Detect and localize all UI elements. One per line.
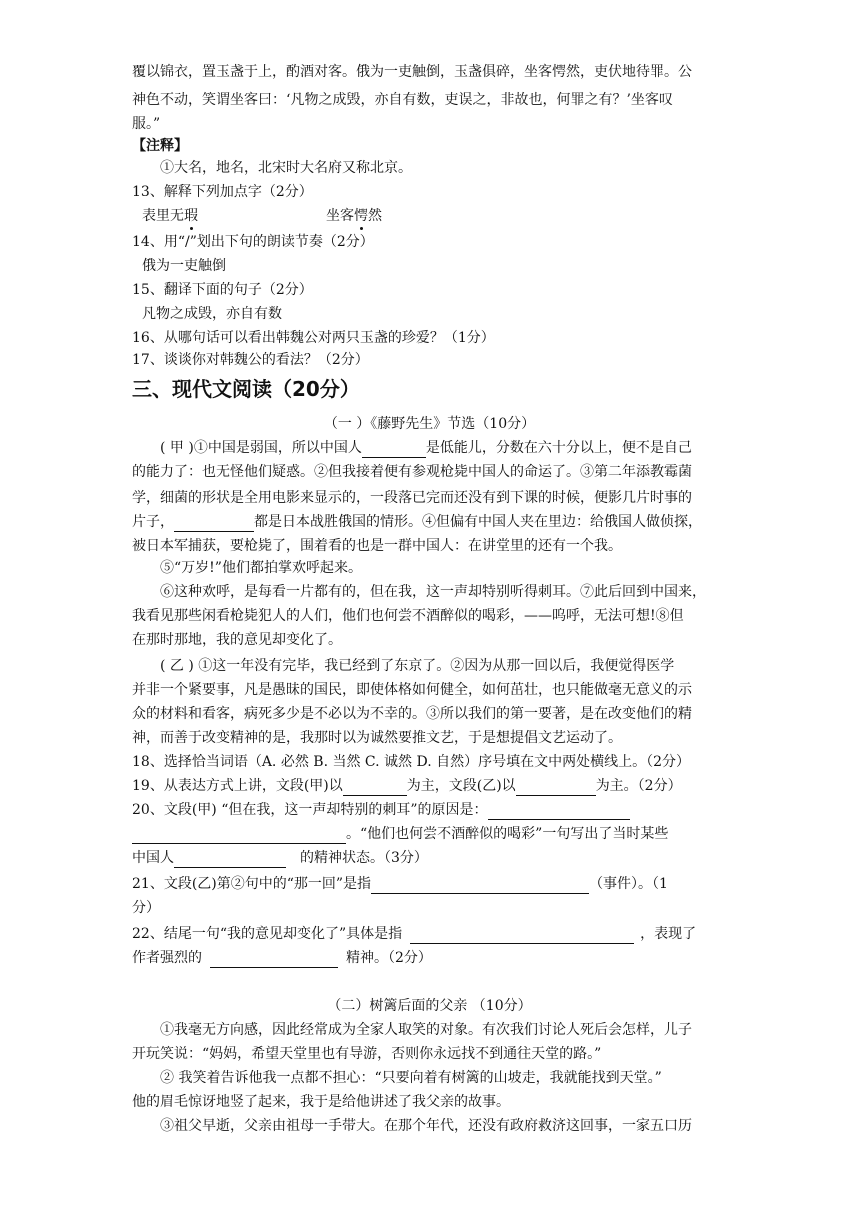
- question-13-words: [142, 206, 382, 226]
- q22-answer-blank-2[interactable]: [210, 953, 338, 968]
- classical-line-1: 覆以锦衣，置玉盏于上，酌酒对客。俄为一吏触倒，玉盏俱碎，坐客愕然，吏伏地待罪。公: [132, 64, 692, 80]
- q22-text-line2-pre: 作者强烈的: [132, 950, 202, 966]
- p1-text-b: 是低能儿，分数在六十分以上，便不是自己: [425, 440, 692, 456]
- q20-text-pre: 20、文段(甲) “但在我，这一声却特别的刺耳”的原因是：: [132, 802, 488, 818]
- question-13-stem: 13、解释下列加点字（2分）: [132, 184, 313, 200]
- part-2-paragraph-1-line-2: 开玩笑说：“妈妈，希望天堂里也有导游，否则你永远找不到通往天堂的路。”: [132, 1046, 602, 1062]
- part-1-paragraph-1-line-5: 被日本军捕获，要枪毙了，围着看的也是一群中国人：在讲堂里的还有一个我。: [132, 538, 622, 554]
- fill-blank-2[interactable]: [174, 517, 254, 532]
- question-19: [132, 776, 682, 796]
- q20-answer-blank-2[interactable]: [132, 829, 346, 844]
- part-2-paragraph-2-line-1: ② 我笑着告诉他我一点都不担心：“只要向着有树篱的山坡走，我就能找到天堂。”: [160, 1070, 662, 1086]
- q20-text-mid: 。“他们也何尝不酒醉似的喝彩”一句写出了当时某些: [346, 826, 669, 842]
- part-1-paragraph-1-line-4: [132, 512, 702, 532]
- q20-answer-blank-3[interactable]: [174, 853, 286, 868]
- p1-text-a: ( 甲 )①中国是弱国，所以中国人: [160, 440, 362, 456]
- part-2-paragraph-3-line-1: ③祖父早逝，父亲由祖母一手带大。在那个年代，还没有政府救济这回事，一家五口历: [160, 1118, 692, 1134]
- q13-word-b-suffix: 然: [368, 208, 382, 224]
- q21-text-post: （事件）。（1: [589, 876, 668, 892]
- q19-answer-blank-2[interactable]: [516, 781, 596, 796]
- q13-word-a-prefix: 表里无: [142, 208, 184, 224]
- q20-text-line3-pre: 中国人: [132, 850, 174, 866]
- q13-dotted-char-b: 愕: [354, 208, 368, 224]
- question-21-line-2: 分）: [132, 900, 160, 916]
- part-1-paragraph-1-line-2: 的能力了：也无怪他们疑惑。②但我接着便有参观枪毙中国人的命运了。③第二年添教霉菌: [132, 464, 692, 480]
- part-1-paragraph-3-line-2: 我看见那些闲看枪毙犯人的人们，他们也何尝不酒醉似的喝彩，——呜呼，无法可想!⑧但: [132, 608, 684, 624]
- q20-text-line3-post: 的精神状态。（3分）: [300, 850, 428, 866]
- question-21-line-1: [132, 874, 668, 894]
- q13-word-b-prefix: 坐客: [326, 208, 354, 224]
- part-1-paragraph-4-line-3: 众的材料和看客，病死多少是不必以为不幸的。③所以我们的第一要著，是在改变他们的精: [132, 706, 692, 722]
- p1-text-e-pre: 片子，: [132, 514, 174, 530]
- question-14-sentence: 俄为一吏触倒: [142, 258, 226, 274]
- q22-text-pre: 22、结尾一句“我的意见却变化了”具体是指: [132, 926, 403, 942]
- classical-line-3: 服。”: [132, 116, 161, 132]
- question-15-sentence: 凡物之成毁，亦自有数: [142, 306, 282, 322]
- q19-answer-blank-1[interactable]: [343, 781, 407, 796]
- question-18-stem: 18、选择恰当词语（A. 必然 B. 当然 C. 诚然 D. 自然）序号填在文中两处横线上。（2分）: [132, 754, 691, 770]
- part-1-paragraph-2: ⑤“万岁!”他们都拍掌欢呼起来。: [160, 560, 362, 576]
- part-1-paragraph-1-line-3: 学，细菌的形状是全用电影来显示的，一段落已完而还没有到下课的时候，便影几片时事的: [132, 490, 692, 506]
- note-item-1: ①大名，地名，北宋时大名府又称北京。: [160, 160, 412, 176]
- q22-answer-blank-1[interactable]: [410, 929, 634, 944]
- question-20-line-2: [132, 824, 668, 844]
- q22-text-line2-post: 精神。（2分）: [346, 950, 432, 966]
- q21-text-pre: 21、文段(乙)第②句中的“那一回”是指: [132, 876, 372, 892]
- q13-dotted-char-a: 瑕: [184, 208, 198, 224]
- q21-answer-blank[interactable]: [371, 879, 589, 894]
- part-1-paragraph-3-line-1: ⑥这种欢呼，是每看一片都有的，但在我，这一声却特别听得刺耳。⑦此后回到中国来，: [160, 584, 706, 600]
- question-22-line-2: [132, 948, 432, 968]
- question-20-line-1: [132, 800, 630, 820]
- part-1-title: （一 ）《藤野先生》节选（10分）: [323, 416, 536, 432]
- q19-text-mid: 为主，文段(乙)以: [406, 778, 516, 794]
- classical-line-2: 神色不动，笑谓坐客曰：‘凡物之成毁，亦自有数，吏误之，非故也，何罪之有？’坐客叹: [132, 92, 673, 108]
- part-1-paragraph-4-line-4: 神，而善于改变精神的是，我那时以为诚然要推文艺，于是想提倡文艺运动了。: [132, 730, 622, 746]
- part-1-paragraph-4-line-2: 并非一个紧要事，凡是愚昧的国民，即使体格如何健全，如何茁壮，也只能做毫无意义的示: [132, 682, 692, 698]
- part-1-paragraph-1-line-1: [160, 438, 692, 458]
- p1-text-e-post: 都是日本战胜俄国的情形。④但偏有中国人夹在里边：给俄国人做侦探，: [254, 514, 702, 530]
- q20-answer-blank-1[interactable]: [488, 805, 630, 820]
- part-2-paragraph-2-line-2: 他的眉毛惊讶地竖了起来，我于是给他讲述了我父亲的故事。: [132, 1094, 510, 1110]
- note-heading: 【注释】: [132, 138, 188, 154]
- question-14-stem: 14、用“/”划出下句的朗读节奏（2分）: [132, 234, 374, 250]
- question-17-stem: 17、谈谈你对韩魏公的看法？（2分）: [132, 352, 369, 368]
- part-1-paragraph-3-line-3: 在那时那地，我的意见却变化了。: [132, 632, 342, 648]
- part-2-paragraph-1-line-1: ①我毫无方向感，因此经常成为全家人取笑的对象。有次我们讨论人死后会怎样，儿子: [160, 1022, 692, 1038]
- q22-text-post: ，表现了: [640, 926, 697, 942]
- question-15-stem: 15、翻译下面的句子（2分）: [132, 282, 313, 298]
- part-2-title: （二）树篱后面的父亲 （10分）: [327, 998, 532, 1014]
- q19-text-post: 为主。（2分）: [595, 778, 682, 794]
- q19-text-pre: 19、从表达方式上讲，文段(甲)以: [132, 778, 343, 794]
- question-20-line-3: [132, 848, 428, 868]
- fill-blank-1[interactable]: [362, 443, 426, 458]
- question-16-stem: 16、从哪句话可以看出韩魏公对两只玉盏的珍爱？（1分）: [132, 330, 495, 346]
- part-1-paragraph-4-line-1: ( 乙 ) ①这一年没有完毕，我已经到了东京了。②因为从那一回以后，我便觉得医学: [160, 658, 675, 674]
- section-3-heading: 三、现代文阅读（20分）: [132, 377, 360, 401]
- question-22-line-1: [132, 924, 696, 944]
